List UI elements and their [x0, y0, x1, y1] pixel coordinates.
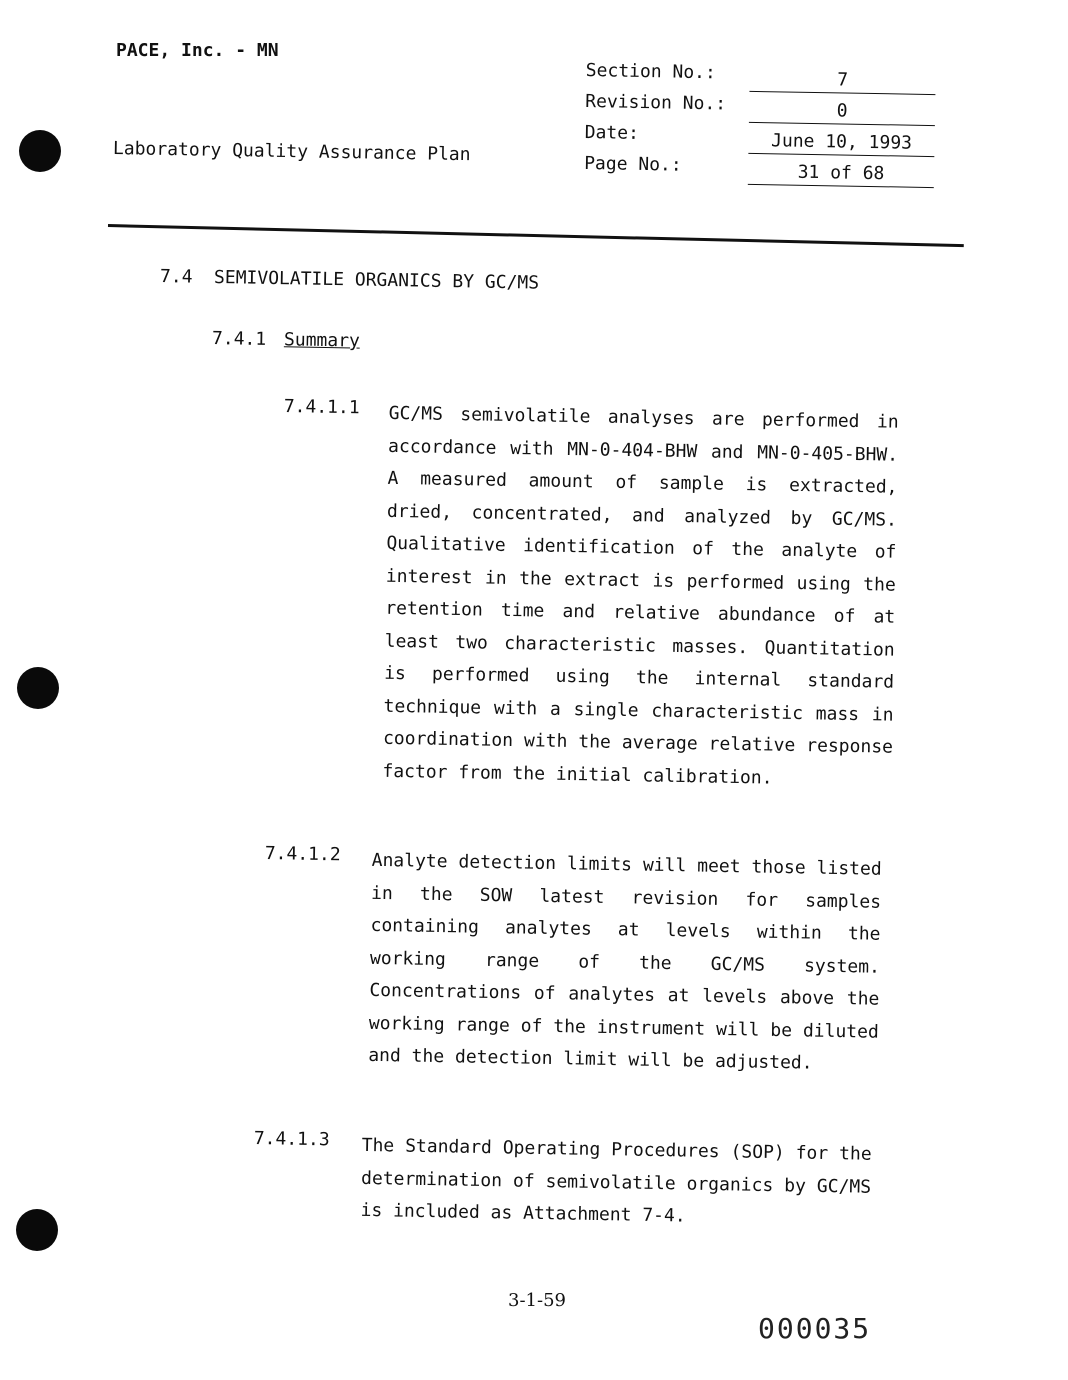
paragraph-number: 7.4.1.1 [283, 396, 360, 419]
bates-stamp: 000035 [758, 1312, 872, 1345]
paragraph-text: The Standard Operating Procedures (SOP) for the determination of semivolatile organics by GC/MS is included as Attachment 7-4. [360, 1134, 872, 1227]
meta-value: June 10, 1993 [748, 129, 934, 157]
meta-value: 0 [749, 98, 935, 126]
section-heading [160, 266, 539, 294]
paragraph-text: GC/MS semivolatile analyses are performed in accordance with MN-0-404-BHW and MN-0-405-BHW. A measured amount of sample is extracted, dried, concentrated, and analyzed by GC/MS. Qualitative identification of the analyte of interest in the extract is performed using the retention time and relative abundance of at least two characteristic masses. Quantitation is performed using the internal standard technique with a single characteristic mass in coordination with the average relative response factor from the initial calibration. [382, 402, 899, 789]
header-divider [108, 224, 964, 247]
meta-label: Section No.: [585, 59, 716, 84]
binder-hole-top [19, 130, 61, 172]
plan-title: Laboratory Quality Assurance Plan [112, 138, 471, 166]
subsection-number: 7.4.1 [211, 328, 267, 350]
binder-hole-bottom [16, 1209, 58, 1251]
binder-hole-middle [17, 667, 59, 709]
company-name: PACE, Inc. - MN [116, 40, 279, 61]
meta-label: Date: [584, 121, 640, 144]
meta-label: Page No.: [583, 152, 682, 176]
subsection-heading [212, 328, 360, 352]
paragraph-number: 7.4.1.2 [264, 843, 341, 866]
section-number: 7.4 [159, 266, 193, 288]
meta-value: 7 [749, 67, 935, 95]
page-code: 3-1-59 [508, 1290, 566, 1311]
paragraph-text: Analyte detection limits will meet those listed in the SOW latest revision for samples containing analytes at levels within the working range of the GC/MS system. Concentrations of analytes at levels above the working range of the instrument will be diluted and the detection limit will be adjusted. [368, 849, 882, 1074]
paragraph-number: 7.4.1.3 [253, 1128, 330, 1151]
document-meta-block [584, 58, 946, 188]
meta-row-page [584, 151, 944, 188]
subsection-title: Summary [283, 329, 361, 352]
section-title: SEMIVOLATILE ORGANICS BY GC/MS [213, 266, 540, 294]
meta-value: 31 of 68 [748, 160, 934, 188]
meta-label: Revision No.: [585, 90, 727, 115]
